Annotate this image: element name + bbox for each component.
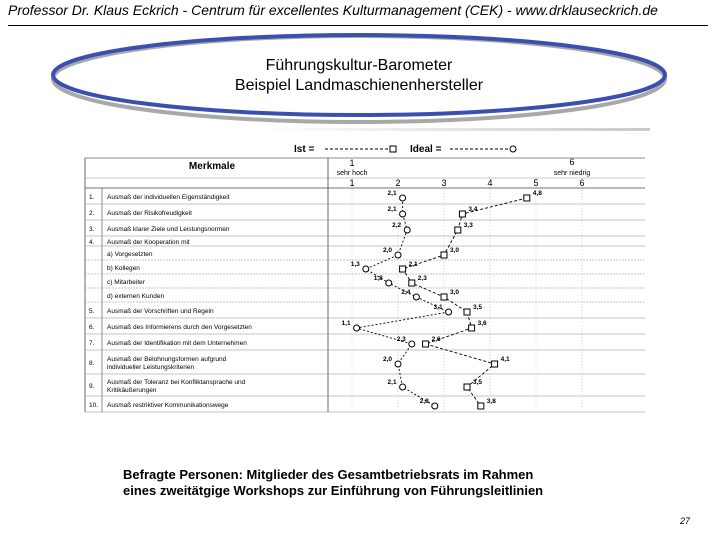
page-number: 27: [679, 516, 690, 526]
legend-ideal-label: Ideal =: [410, 144, 442, 155]
row-label: Ausmaß der Vorschriften und Regeln: [107, 308, 214, 315]
row-label: c) Mitarbeiter: [107, 279, 145, 286]
ideal-value-label: 2,1: [387, 206, 397, 213]
ist-value-label: 3,0: [450, 289, 460, 296]
ideal-point: [413, 294, 419, 300]
ist-point: [464, 309, 470, 315]
ist-point: [423, 341, 429, 347]
ist-point: [492, 361, 498, 367]
scale-min-label: 1: [349, 158, 355, 168]
ist-value-label: 2,3: [417, 275, 427, 282]
row-number: 6.: [89, 324, 95, 331]
ideal-point: [400, 384, 406, 390]
scale-tick-label: 4: [487, 178, 493, 188]
ist-value-label: 4,8: [532, 190, 542, 197]
ist-value-label: 2,1: [408, 261, 418, 268]
row-number: 4.: [89, 239, 95, 246]
row-label: a) Vorgesetzten: [107, 251, 153, 258]
row-label: Ausmaß der Identifikation mit dem Unternehmen: [107, 340, 247, 347]
ideal-value-label: 2,1: [387, 379, 397, 386]
legend-ist-label: Ist =: [294, 144, 315, 155]
row-label: Ausmaß klarer Ziele und Leistungsnormen: [107, 226, 230, 233]
ist-value-label: 3,0: [450, 247, 460, 254]
legend-ideal-marker: [510, 146, 516, 152]
row-number: 10.: [89, 402, 99, 409]
row-label: d) externen Kunden: [107, 293, 165, 300]
scale-tick-label: 5: [533, 178, 539, 188]
ideal-value-label: 2,2: [392, 222, 402, 229]
ideal-point: [386, 280, 392, 286]
barometer-chart-svg: [80, 128, 660, 433]
row-label: Ausmaß des Informierens durch den Vorgesetzten: [107, 324, 252, 331]
legend-ist-marker: [390, 146, 396, 152]
ideal-value-label: 1,1: [341, 320, 351, 327]
page-title: [44, 56, 674, 96]
ideal-value-label: 3,1: [433, 304, 443, 311]
ist-value-label: 3,3: [463, 222, 473, 229]
ist-value-label: 3,6: [477, 320, 487, 327]
ist-point: [400, 266, 406, 272]
chart-title: Merkmale: [188, 161, 236, 172]
ist-value-label: 3,4: [468, 206, 478, 213]
row-number: 5.: [89, 308, 95, 315]
scale-low-label: sehr hoch: [336, 170, 368, 177]
ist-point: [441, 294, 447, 300]
row-number: 1.: [89, 194, 95, 201]
footer-line-1: Befragte Personen: Mitglieder des Gesamtbetriebsrats im Rahmen: [123, 467, 534, 482]
row-label: Ausmaß der individuellen Eigenständigkeit: [107, 194, 230, 201]
ist-point: [524, 195, 530, 201]
ideal-value-label: 1,8: [373, 275, 383, 282]
ist-point: [409, 280, 415, 286]
ist-value-label: 3,5: [473, 304, 483, 311]
barometer-chart: [80, 128, 660, 433]
row-number: 3.: [89, 226, 95, 233]
ideal-point: [400, 195, 406, 201]
ist-point: [464, 384, 470, 390]
scale-high-label: sehr niedrig: [553, 170, 591, 177]
row-label: Ausmaß der Kooperation mit: [107, 239, 190, 246]
row-label: Ausmaß der Belohnungsformen aufgrund: [107, 356, 227, 363]
ideal-point: [395, 252, 401, 258]
row-label: Kritikäußerungen: [107, 387, 157, 394]
ist-point: [478, 403, 484, 409]
ideal-point: [354, 325, 360, 331]
ideal-point: [400, 211, 406, 217]
scale-tick-label: 2: [395, 178, 401, 188]
row-number: 9.: [89, 383, 95, 390]
ist-point: [455, 227, 461, 233]
ist-value-label: 4,1: [500, 356, 510, 363]
scale-tick-label: 3: [441, 178, 447, 188]
row-number: 2.: [89, 210, 95, 217]
header-divider: [8, 25, 708, 26]
row-label: Ausmaß der Toleranz bei Konfliktansprache und: [107, 379, 246, 386]
ideal-value-label: 1,3: [350, 261, 360, 268]
ideal-value-label: 2,3: [396, 336, 406, 343]
ist-point: [459, 211, 465, 217]
ideal-value-label: 2,0: [382, 247, 392, 254]
ist-value-label: 3,5: [473, 379, 483, 386]
row-label: Ausmaß der Risikofreudigkeit: [107, 210, 192, 217]
ideal-point: [395, 361, 401, 367]
ideal-point: [446, 309, 452, 315]
row-number: 7.: [89, 340, 95, 347]
ideal-value-label: 2,4: [401, 289, 411, 296]
title-line-2: Beispiel Landmaschienenhersteller: [234, 77, 484, 94]
scale-tick-label: 1: [349, 178, 355, 188]
ideal-point: [363, 266, 369, 272]
ist-point: [441, 252, 447, 258]
header-text: Professor Dr. Klaus Eckrich - Centrum für excellentes Kulturmanagement (CEK) - www.drklauseckrich.de: [8, 2, 658, 18]
scale-tick-label: 6: [579, 178, 585, 188]
ist-point: [469, 325, 475, 331]
row-label: individueller Leistungskriterien: [107, 364, 195, 371]
ideal-point: [432, 403, 438, 409]
ideal-value-label: 2,8: [419, 398, 429, 405]
scale-max-label: 6: [569, 157, 575, 167]
footer-line-2: eines zweitätgige Workshops zur Einführung von Führungsleitlinien: [123, 483, 544, 498]
ist-value-label: 3,8: [486, 398, 496, 405]
title-banner: [44, 30, 674, 128]
ideal-value-label: 2,0: [382, 356, 392, 363]
ideal-value-label: 2,1: [387, 190, 397, 197]
ideal-point: [409, 341, 415, 347]
footer-note: [123, 467, 683, 499]
row-label: b) Kollegen: [107, 265, 140, 272]
row-label: Ausmaß restriktiver Kommunikationswege: [107, 402, 229, 409]
chart-top-shade: [260, 128, 650, 131]
ideal-point: [404, 227, 410, 233]
row-number: 8.: [89, 360, 95, 367]
ist-value-label: 2,6: [431, 336, 441, 343]
title-line-1: Führungskultur-Barometer: [265, 57, 453, 74]
